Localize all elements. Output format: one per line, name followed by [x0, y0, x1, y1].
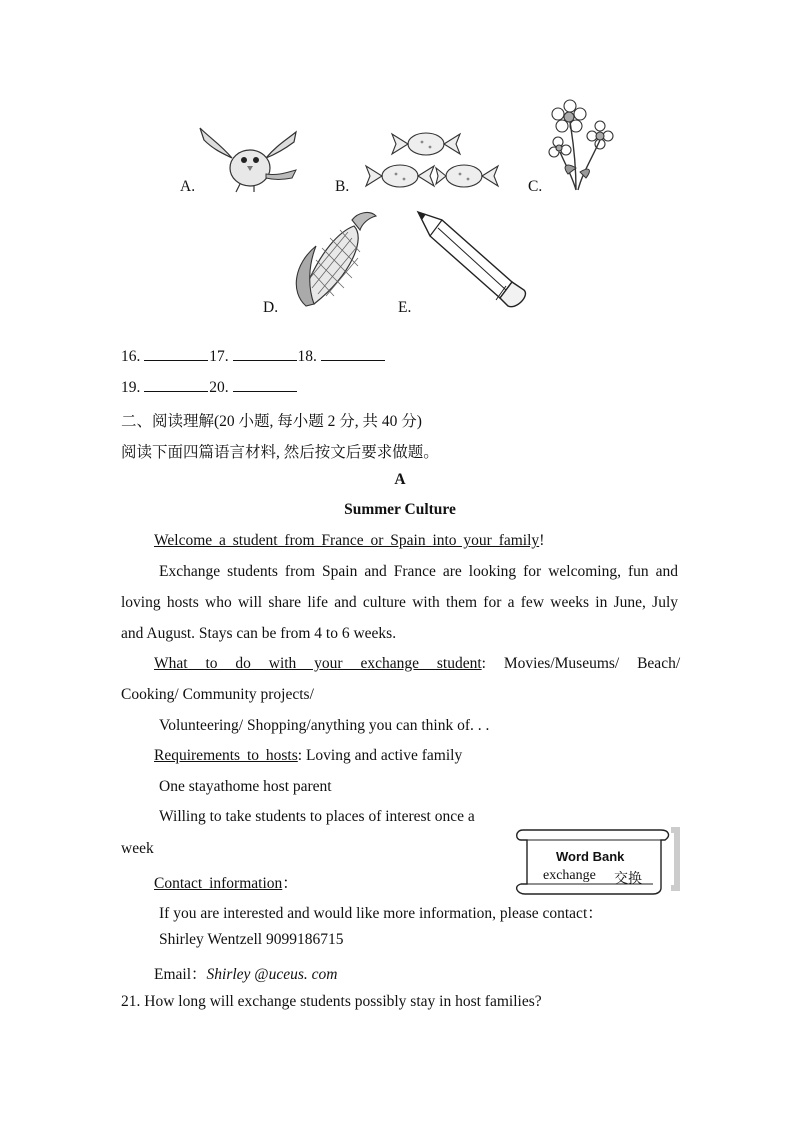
option-label-a: A.: [180, 178, 196, 195]
requirements-line-4: week: [121, 840, 154, 857]
email-label: Email：: [154, 966, 207, 983]
section-heading: 二、阅读理解(20 小题, 每小题 2 分, 共 40 分): [121, 413, 422, 430]
passage-letter: A: [394, 471, 406, 488]
question-number-16: 16.: [121, 348, 141, 365]
contact-line-2: If you are interested and would like more information, please contact：: [159, 905, 603, 922]
welcome-exclamation: !: [539, 532, 545, 549]
requirements-label: Requirements to hosts: [154, 747, 298, 764]
contact-line: [154, 871, 298, 893]
answer-blank-18[interactable]: [321, 348, 385, 361]
requirements-line-2: One stayathome host parent: [159, 778, 332, 795]
answer-blank-16[interactable]: [144, 348, 208, 361]
answer-line-1: [121, 348, 386, 366]
flower-icon: [546, 96, 618, 192]
answer-blank-19[interactable]: [144, 379, 208, 392]
question-number-18: 18.: [297, 348, 317, 365]
answer-blank-20[interactable]: [233, 379, 297, 392]
paragraph-1-line-2: loving hosts who will share life and culture with them for a few weeks in June, July: [121, 594, 678, 611]
corn-icon: [282, 208, 380, 312]
question-number-17: 17.: [209, 348, 229, 365]
email-value: Shirley @uceus. com: [206, 966, 338, 983]
what-line-3: Volunteering/ Shopping/anything you can think of. . .: [159, 717, 490, 734]
bird-icon: [196, 124, 300, 194]
requirements-rest: : Loving and active family: [297, 747, 463, 764]
option-label-e: E.: [398, 299, 412, 316]
what-line-2: Cooking/ Community projects/: [121, 686, 314, 703]
option-label-d: D.: [263, 299, 279, 316]
answer-line-2: [121, 379, 298, 397]
paragraph-1-line-1: Exchange students from Spain and France are looking for welcoming, fun and: [159, 563, 678, 580]
answer-blank-17[interactable]: [233, 348, 297, 361]
word-bank-word: exchange: [543, 868, 596, 883]
word-bank-title: Word Bank: [556, 849, 625, 864]
pencil-icon: [412, 206, 538, 312]
section-instruction: 阅读下面四篇语言材料, 然后按文后要求做题。: [121, 444, 439, 461]
contact-line-3: Shirley Wentzell 9099186715: [159, 931, 344, 948]
welcome-line: [154, 532, 544, 550]
contact-label: Contact information: [154, 875, 283, 892]
paragraph-1-line-3: and August. Stays can be from 4 to 6 weeks.: [121, 625, 397, 642]
what-label: What to do with your exchange student: [154, 655, 482, 672]
what-line: [154, 655, 681, 673]
contact-colon: ：: [282, 875, 298, 892]
question-number-19: 19.: [121, 379, 141, 396]
welcome-text: Welcome a student from France or Spain into your family: [154, 532, 540, 549]
requirements-line-3: Willing to take students to places of interest once a: [159, 808, 475, 825]
option-label-b: B.: [335, 178, 350, 195]
option-label-c: C.: [528, 178, 543, 195]
candy-icon: [352, 128, 504, 194]
word-bank-meaning: 交换: [614, 872, 642, 887]
question-21: 21. How long will exchange students possibly stay in host families?: [121, 993, 542, 1010]
email-line: [154, 962, 337, 984]
requirements-line: [154, 747, 462, 765]
passage-title: Summer Culture: [344, 501, 456, 518]
question-number-20: 20.: [209, 379, 229, 396]
what-rest: : Movies/Museums/ Beach/: [481, 655, 681, 672]
